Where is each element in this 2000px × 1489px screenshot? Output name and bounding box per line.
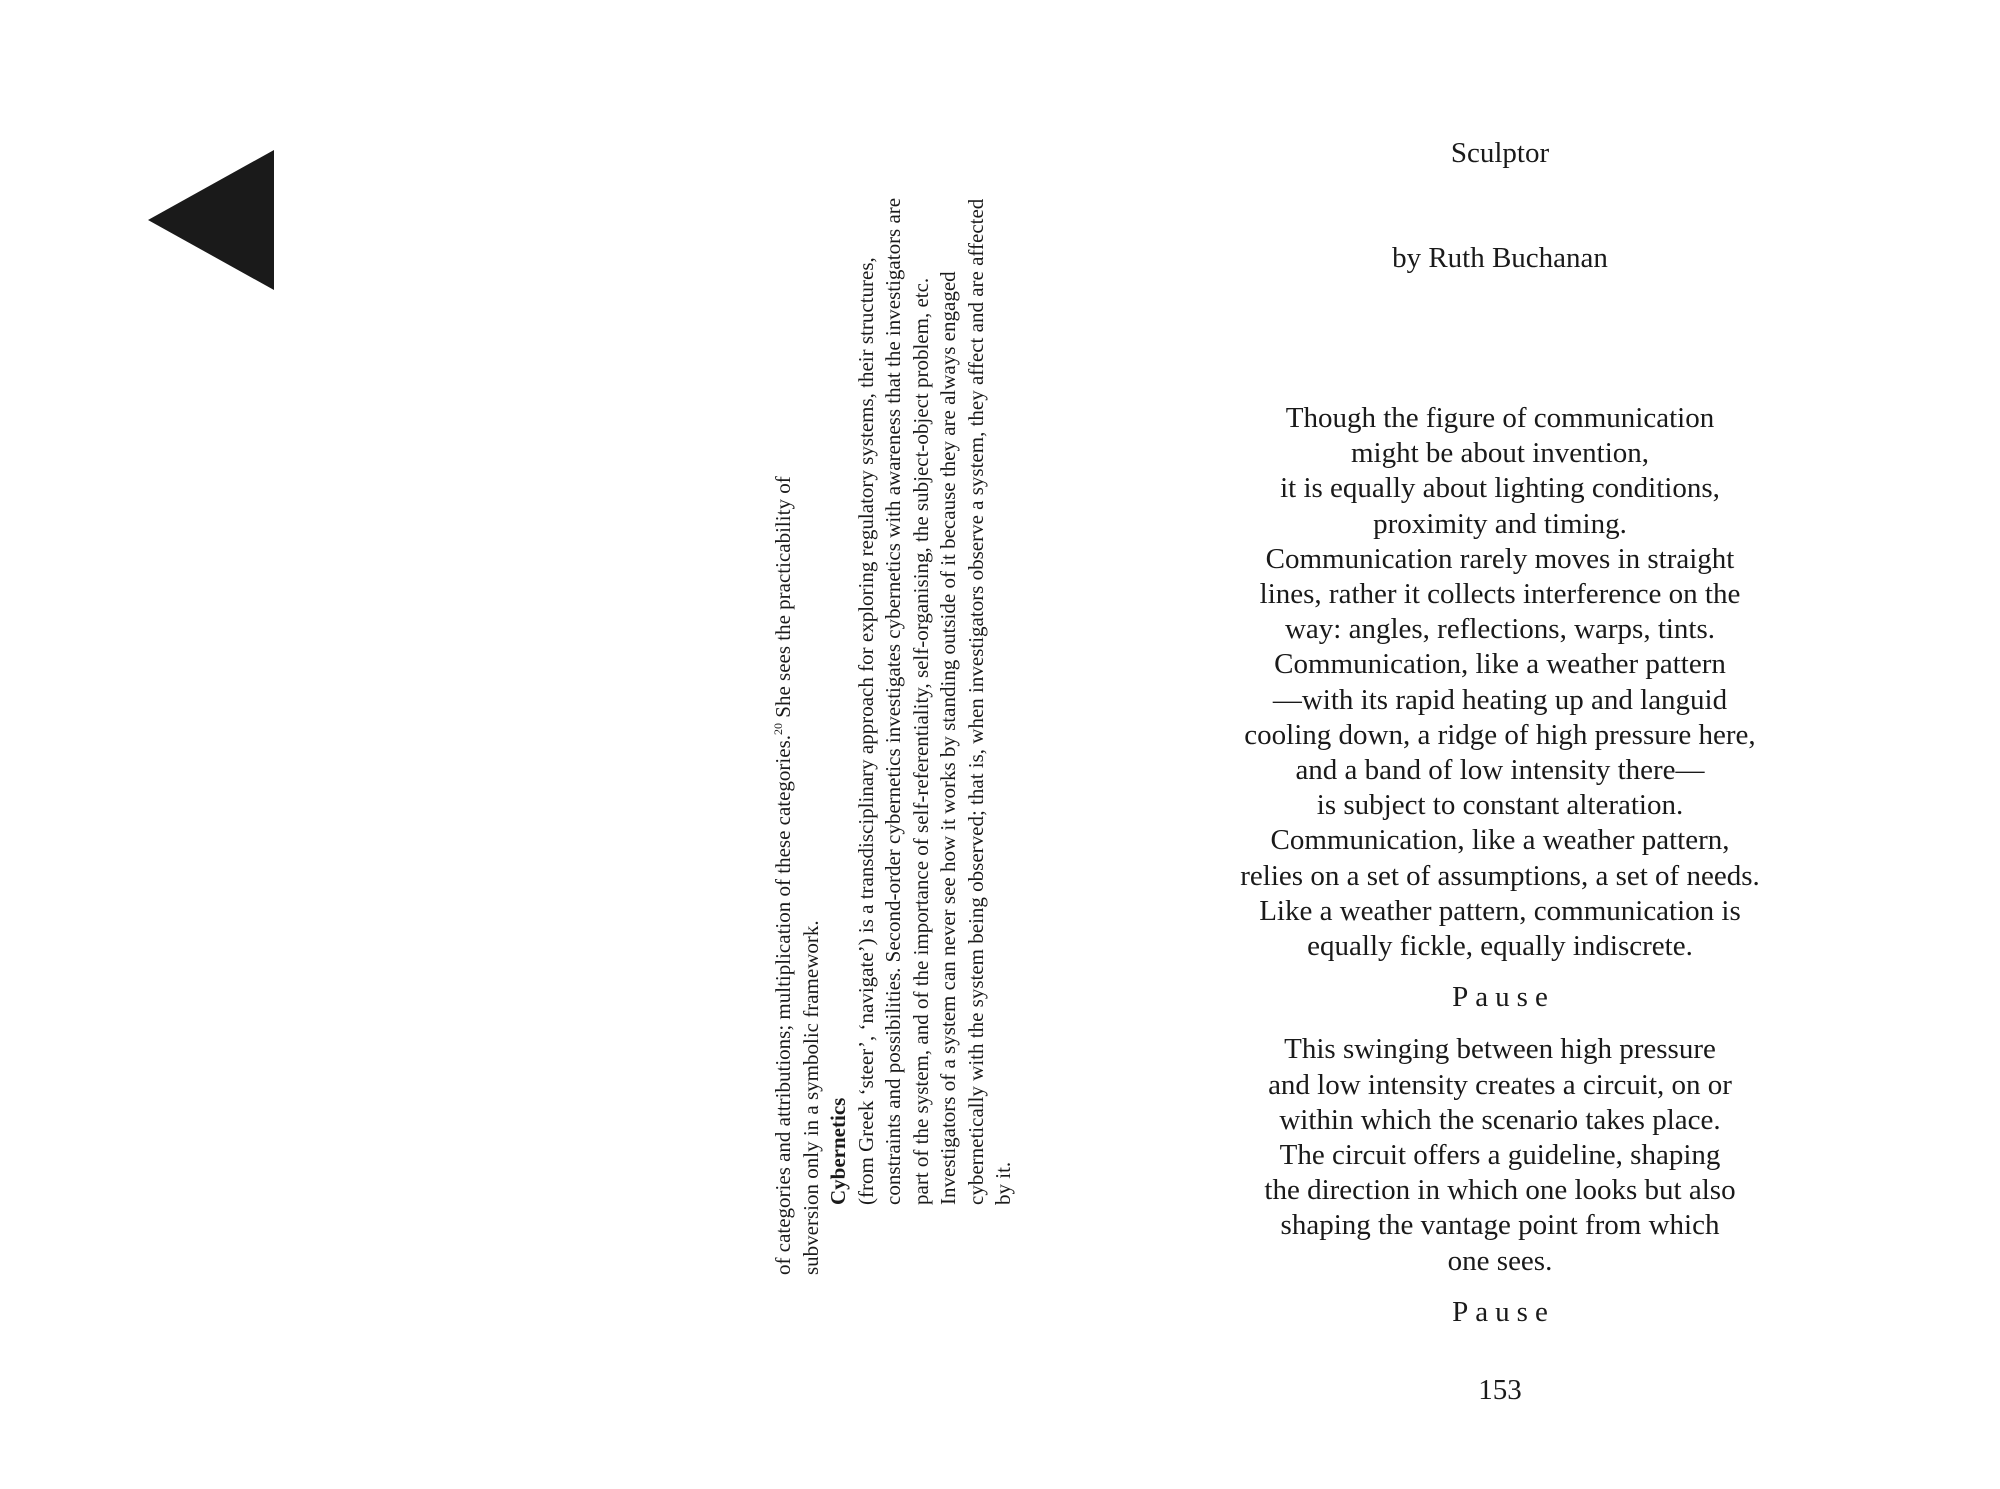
poem-line: and a band of low intensity there— (1295, 754, 1705, 787)
poem-line: Communication rarely moves in straight (1265, 542, 1735, 575)
glossary-intro-line-end: She sees the practicability of (771, 476, 795, 723)
poem-line: equally fickle, equally indiscrete. (1307, 930, 1693, 963)
page-number: 153 (1478, 1374, 1522, 1406)
glossary-column (770, 65, 1018, 1275)
stanza-1 (1200, 401, 1800, 964)
poem-line: way: angles, reflections, warps, tints. (1284, 613, 1716, 646)
back-arrow-icon[interactable] (148, 150, 274, 290)
poem-line: cooling down, a ridge of high pressure here, (1244, 718, 1756, 751)
glossary-intro (770, 65, 798, 1275)
glossary-intro-line: of categories and attributions; multiplication of these categories. (771, 734, 795, 1275)
poem-line: proximity and timing. (1373, 507, 1627, 540)
page-title: Sculptor (1450, 137, 1550, 169)
pause-marker: Pause (1452, 981, 1555, 1014)
poem-line: Like a weather pattern, communication is (1259, 894, 1741, 927)
poem-line: Communication, like a weather pattern, (1270, 824, 1730, 857)
poem-line: might be about invention, (1350, 437, 1649, 470)
poem-line: The circuit offers a guideline, shaping (1279, 1139, 1721, 1172)
poem-line: shaping the vantage point from which (1280, 1209, 1720, 1242)
glossary-definition: (from Greek ‘steer’, ‘navigate’) is a transdisciplinary approach for exploring regulatory systems, their structures, constraints and possibilities. Second-order cybernetics investigates cybernetics with awareness that the investigators are part of the system, and of the importance of self-referentiality, self-organising, the subject-object problem, etc. Investigators of a system can never see how it works by standing outside of it because they are always engaged cybernetically with the system being observed; that is, when investigators observe a system, they affect and are affected by it. (853, 197, 1015, 1205)
poem-line: within which the scenario takes place. (1279, 1103, 1721, 1136)
poem-line: —with its rapid heating up and languid (1272, 683, 1728, 716)
poem-line: relies on a set of assumptions, a set of needs. (1240, 859, 1760, 892)
footnote-ref: 20 (771, 722, 785, 735)
poem-line: and low intensity creates a circuit, on or (1268, 1068, 1732, 1101)
poem-line: lines, rather it collects interference on the (1259, 578, 1741, 611)
right-page (1000, 0, 2000, 1489)
left-triangle-icon (148, 150, 274, 290)
poem-line: the direction in which one looks but also (1264, 1174, 1736, 1207)
pause-marker: Pause (1452, 1295, 1555, 1328)
poem-line: Communication, like a weather pattern (1274, 648, 1726, 681)
stanza-2 (1200, 1032, 1800, 1278)
glossary-term: Cybernetics (826, 1097, 850, 1205)
glossary-intro-line-2: subversion only in a symbolic framework. (798, 920, 823, 1275)
poem-line: This swinging between high pressure (1284, 1033, 1716, 1066)
poem-line: one sees. (1447, 1244, 1553, 1277)
page-author: by Ruth Buchanan (1392, 242, 1608, 274)
poem-line: Though the figure of communication (1285, 402, 1715, 434)
poem-line: is subject to constant alteration. (1316, 789, 1684, 822)
poem (1200, 401, 1800, 1347)
poem-line: it is equally about lighting conditions, (1280, 472, 1720, 505)
